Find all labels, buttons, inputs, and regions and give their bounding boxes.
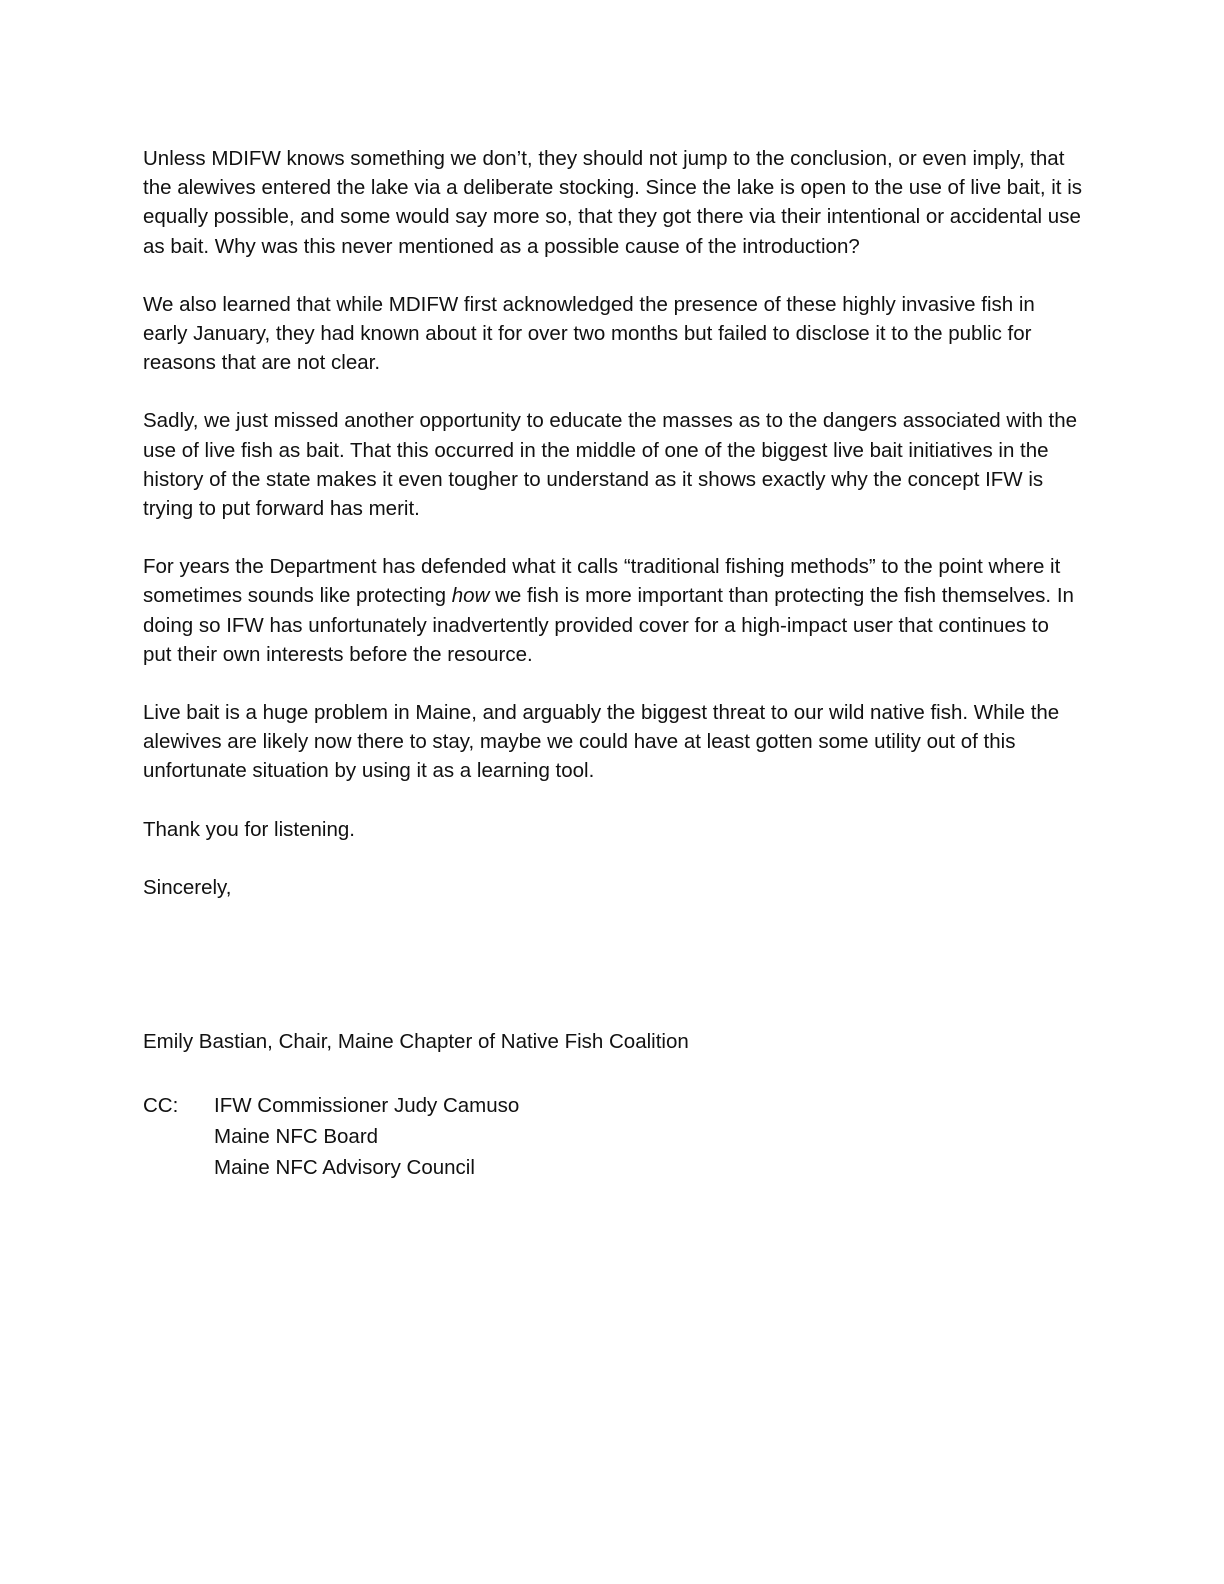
closing-line: Thank you for listening.: [143, 817, 355, 841]
cc-recipient: Maine NFC Advisory Council: [214, 1156, 475, 1179]
paragraph-2: We also learned that while MDIFW first acknowledged the presence of these highly invasive fish in early January, they had known about it for over two months but failed to disclose it to the public for reasons that are not clear.: [143, 292, 1035, 375]
signature-line: Emily Bastian, Chair, Maine Chapter of Native Fish Coalition: [143, 1030, 689, 1053]
paragraph-4-before: For years the Department has defended what it calls “traditional fishing methods” to the point where it sometimes sounds like protecting: [143, 555, 1061, 608]
paragraph-5: Live bait is a huge problem in Maine, and arguably the biggest threat to our wild native fish. While the alewives are likely now there to stay, maybe we could have at least gotten some utility out of this unfortunate situation by using it as a learning tool.: [143, 701, 1060, 783]
paragraph-4: [143, 552, 1083, 669]
cc-label: CC:: [143, 1094, 179, 1117]
paragraph-1: Unless MDIFW knows something we don’t, they should not jump to the conclusion, or even imply, that the alewives entered the lake via a deliberate stocking. Since the lake is open to the use of live bait, it is equally possible, and some would say more so, that they got there via their intentional or accidental use as bait. Why was this never mentioned as a possible cause of the introduction?: [143, 147, 1082, 258]
paragraph-4-emphasis: how: [451, 584, 490, 608]
cc-block: [143, 1090, 519, 1183]
cc-recipient-list: [214, 1090, 519, 1183]
sign-off: Sincerely,: [143, 875, 232, 899]
cc-recipient: Maine NFC Board: [214, 1125, 379, 1148]
letter-body: [143, 144, 1083, 902]
paragraph-3: Sadly, we just missed another opportunity to educate the masses as to the dangers associated with the use of live fish as bait. That this occurred in the middle of one of the biggest live bait initiatives in the history of the state makes it even tougher to understand as it shows exactly why the concept IFW is trying to put forward has merit.: [143, 409, 1078, 521]
paragraph-4-after: we fish is more important than protecting the fish themselves. In doing so IFW has unfortunately inadvertently provided cover for a high-impact user that continues to put their own interests before the resource.: [143, 584, 1074, 666]
cc-recipient: IFW Commissioner Judy Camuso: [214, 1094, 520, 1117]
